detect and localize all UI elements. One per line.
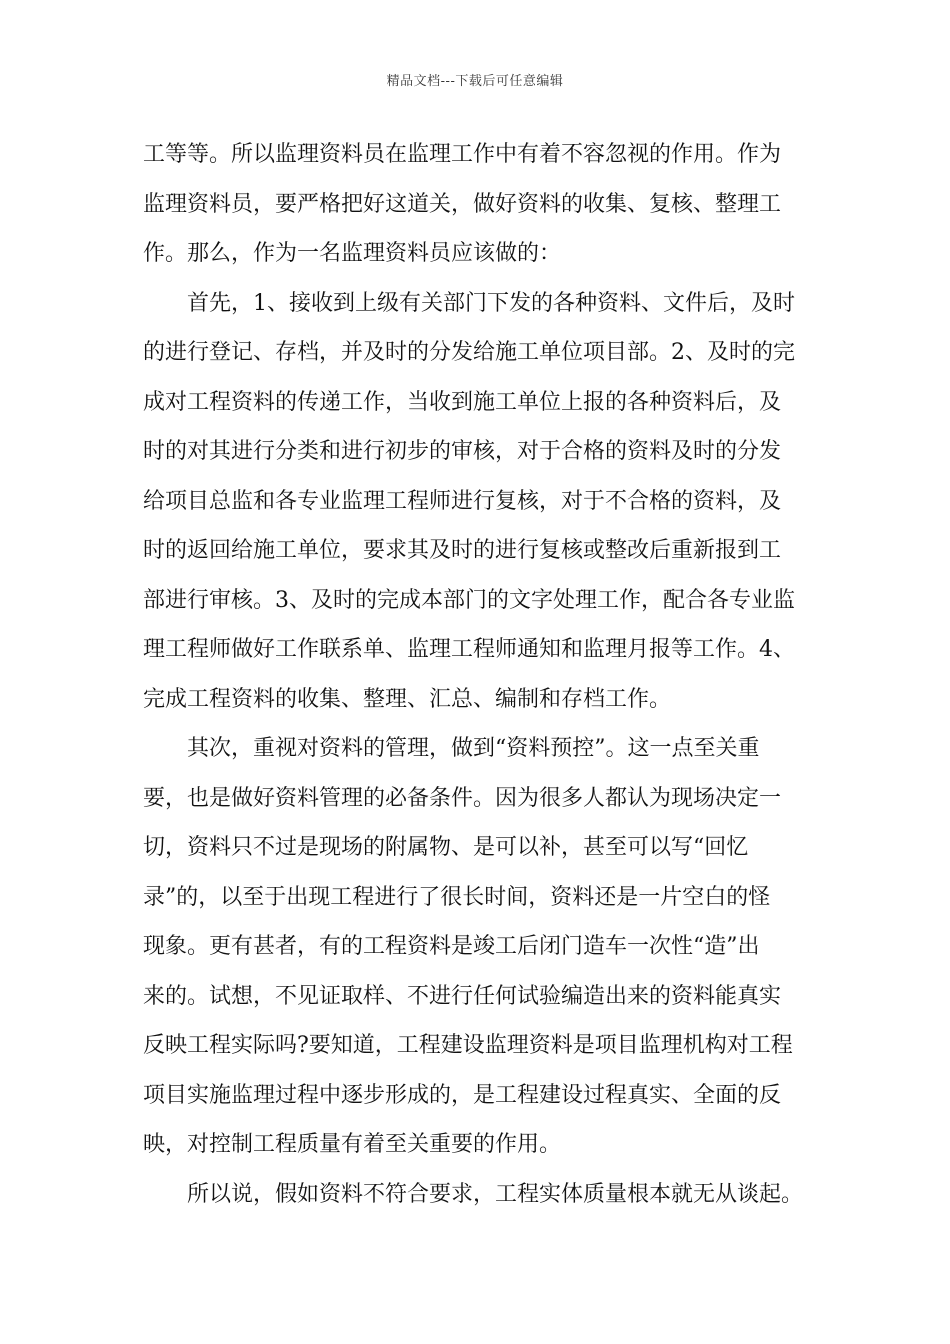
text-line: 要，也是做好资料管理的必备条件。因为很多人都认为现场决定一 bbox=[143, 785, 782, 811]
text-line: 理工程师做好工作联系单、监理工程师通知和监理月报等工作。4、 bbox=[143, 637, 795, 662]
text-line: 给项目总监和各专业监理工程师进行复核，对于不合格的资料，及 bbox=[143, 488, 782, 514]
text-line: 时的对其进行分类和进行初步的审核，对于合格的资料及时的分发 bbox=[143, 439, 782, 464]
text-line: 录”的，以至于出现工程进行了很长时间，资料还是一片空白的怪 bbox=[143, 884, 771, 910]
text-line: 切，资料只不过是现场的附属物、是可以补，甚至可以写“回忆 bbox=[143, 835, 749, 860]
text-line: 映，对控制工程质量有着至关重要的作用。 bbox=[143, 1132, 562, 1157]
text-line: 其次，重视对资料的管理，做到“资料预控”。这一点至关重 bbox=[187, 736, 760, 761]
text-line: 工等等。所以监理资料员在监理工作中有着不容忽视的作用。作为 bbox=[143, 142, 782, 167]
text-line: 首先，1、接收到上级有关部门下发的各种资料、文件后，及时 bbox=[187, 290, 795, 316]
text-line: 的进行登记、存档，并及时的分发给施工单位项目部。2、及时的完 bbox=[143, 340, 795, 365]
text-line: 来的。试想，不见证取样、不进行任何试验编造出来的资料能真实 bbox=[143, 983, 782, 1009]
text-line: 完成工程资料的收集、整理、汇总、编制和存档工作。 bbox=[143, 686, 672, 712]
paragraph bbox=[143, 1170, 833, 1220]
paragraph bbox=[143, 724, 833, 1170]
text-line: 所以说，假如资料不符合要求，工程实体质量根本就无从谈起。 bbox=[187, 1181, 804, 1207]
text-line: 部进行审核。3、及时的完成本部门的文字处理工作，配合各专业监 bbox=[143, 587, 795, 613]
text-line: 作。那么，作为一名监理资料员应该做的： bbox=[143, 241, 562, 266]
text-line: 时的返回给施工单位，要求其及时的进行复核或整改后重新报到工 bbox=[143, 538, 782, 563]
text-line: 成对工程资料的传递工作，当收到施工单位上报的各种资料后，及 bbox=[143, 389, 782, 415]
page-header: 精品文档---下载后可任意编辑 bbox=[386, 74, 564, 89]
paragraph bbox=[143, 130, 833, 279]
text-line: 反映工程实际吗?要知道，工程建设监理资料是项目监理机构对工程 bbox=[143, 1033, 793, 1058]
text-line: 监理资料员，要严格把好这道关，做好资料的收集、复核、整理工 bbox=[143, 191, 782, 217]
text-line: 项目实施监理过程中逐步形成的，是工程建设过程真实、全面的反 bbox=[143, 1082, 782, 1108]
text-line: 现象。更有甚者，有的工程资料是竣工后闭门造车一次性“造”出 bbox=[143, 934, 760, 959]
paragraph bbox=[143, 279, 833, 725]
document-body bbox=[143, 130, 833, 1219]
